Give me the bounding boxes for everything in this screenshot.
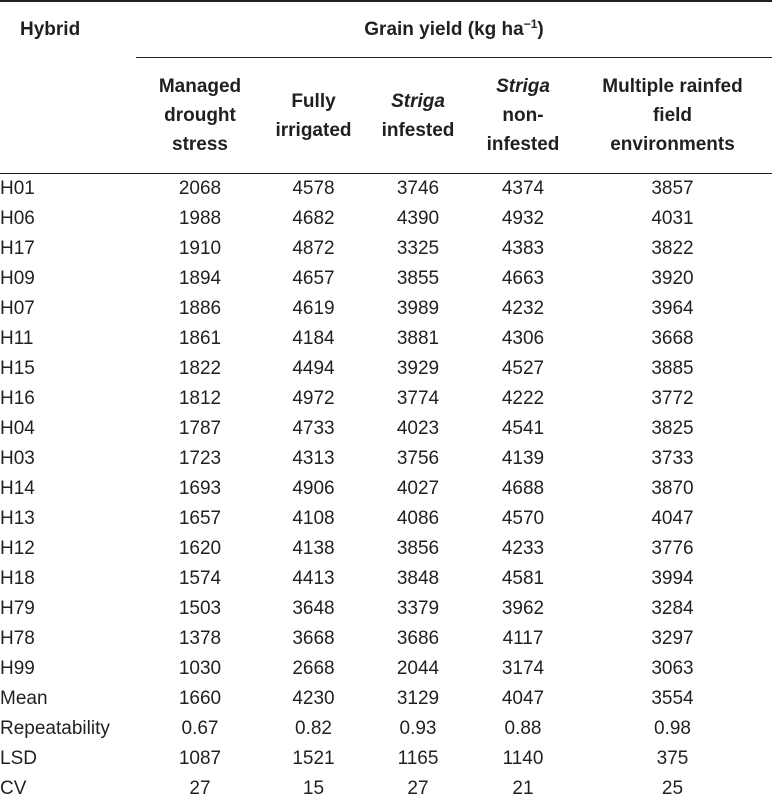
row-label: H16 xyxy=(0,388,35,409)
table-cell: 1812 xyxy=(178,388,222,409)
table-cell: 3870 xyxy=(651,478,694,499)
table-row xyxy=(0,504,772,534)
table-cell: 1140 xyxy=(502,748,544,769)
table-cell: 4230 xyxy=(292,688,335,709)
table-cell: 3885 xyxy=(651,358,694,379)
table-cell: 0.98 xyxy=(654,718,691,739)
table-cell: 4906 xyxy=(292,478,335,499)
row-label: H06 xyxy=(0,208,35,229)
row-label: CV xyxy=(0,778,27,799)
fully-irrigated-header: Fully irrigated xyxy=(264,58,363,174)
table-cell: 3668 xyxy=(292,628,335,649)
row-label: H11 xyxy=(0,328,34,349)
table-cell: 3325 xyxy=(396,238,440,259)
table-cell: 4023 xyxy=(396,418,440,439)
hybrid-header: Hybrid xyxy=(0,1,136,58)
table-cell: 15 xyxy=(302,778,325,799)
table-cell: 3668 xyxy=(651,328,694,349)
row-label: H09 xyxy=(0,268,35,289)
table-cell: 3686 xyxy=(396,628,440,649)
table-cell: 4872 xyxy=(292,238,335,259)
table-cell: 1165 xyxy=(397,748,439,769)
table-cell: 3733 xyxy=(651,448,694,469)
table-cell: 4619 xyxy=(292,298,335,319)
row-label: H07 xyxy=(0,298,35,319)
table-cell: 0.82 xyxy=(295,718,332,739)
table-cell: 4233 xyxy=(501,538,545,559)
table-cell: 1822 xyxy=(178,358,222,379)
table-cell: 3848 xyxy=(396,568,440,589)
table-cell: 27 xyxy=(189,778,211,799)
table-cell: 1574 xyxy=(178,568,222,589)
table-cell: 1723 xyxy=(178,448,222,469)
table-cell: 3856 xyxy=(396,538,440,559)
table-cell: 4313 xyxy=(292,448,335,469)
header-row-columns xyxy=(0,58,772,174)
table-cell: 1886 xyxy=(178,298,222,319)
table-row xyxy=(0,264,772,294)
table-cell: 4086 xyxy=(396,508,440,529)
table-cell: 4581 xyxy=(501,568,545,589)
table-cell: 1378 xyxy=(178,628,222,649)
table-row xyxy=(0,474,772,504)
row-label: H01 xyxy=(0,178,35,199)
table-cell: 4117 xyxy=(502,628,544,649)
table-cell: 3920 xyxy=(651,268,694,289)
table-cell: 3776 xyxy=(651,538,694,559)
table-cell: 3994 xyxy=(651,568,694,589)
table-cell: 4138 xyxy=(292,538,335,559)
table-cell: 3989 xyxy=(396,298,440,319)
table-cell: 4688 xyxy=(501,478,545,499)
table-row xyxy=(0,384,772,414)
table-row xyxy=(0,714,772,744)
row-label: H99 xyxy=(0,658,35,679)
row-label: H15 xyxy=(0,358,35,379)
table-cell: 2068 xyxy=(178,178,222,199)
table-cell: 1620 xyxy=(178,538,222,559)
table-row xyxy=(0,444,772,474)
table-cell: 4306 xyxy=(501,328,545,349)
table-cell: 2668 xyxy=(292,658,335,679)
table-cell: 4139 xyxy=(501,448,545,469)
table-cell: 4527 xyxy=(501,358,545,379)
table-row xyxy=(0,624,772,654)
table-row xyxy=(0,534,772,564)
table-cell: 1693 xyxy=(178,478,222,499)
row-label: H12 xyxy=(0,538,35,559)
table-cell: 4663 xyxy=(501,268,545,289)
table-cell: 3881 xyxy=(396,328,440,349)
blank-header-cell xyxy=(0,58,136,174)
row-label: LSD xyxy=(0,748,37,769)
table-cell: 25 xyxy=(661,778,684,799)
table-row xyxy=(0,564,772,594)
table-cell: 4733 xyxy=(292,418,335,439)
table-cell: 4413 xyxy=(292,568,335,589)
table-cell: 1910 xyxy=(178,238,222,259)
table-cell: 3774 xyxy=(396,388,440,409)
table-cell: 2044 xyxy=(396,658,440,679)
row-label: H17 xyxy=(0,238,35,259)
row-label: H13 xyxy=(0,508,35,529)
table-cell: 4570 xyxy=(501,508,545,529)
table-cell: 4232 xyxy=(501,298,545,319)
table-cell: 375 xyxy=(656,748,689,769)
table-cell: 4374 xyxy=(501,178,545,199)
table-row xyxy=(0,654,772,684)
table-cell: 0.67 xyxy=(181,718,219,739)
table-row xyxy=(0,414,772,444)
table-row xyxy=(0,684,772,714)
table-cell: 1660 xyxy=(178,688,222,709)
table-cell: 21 xyxy=(512,778,534,799)
table-cell: 1894 xyxy=(178,268,222,289)
table-cell: 1657 xyxy=(178,508,222,529)
table-cell: 4383 xyxy=(501,238,545,259)
table-cell: 3962 xyxy=(501,598,545,619)
table-cell: 3554 xyxy=(651,688,694,709)
table-cell: 4390 xyxy=(396,208,440,229)
table-cell: 1861 xyxy=(178,328,222,349)
table-body xyxy=(0,174,772,805)
row-label: H03 xyxy=(0,448,35,469)
table-cell: 1030 xyxy=(178,658,222,679)
table-cell: 0.93 xyxy=(399,718,437,739)
table-cell: 3857 xyxy=(651,178,694,199)
table-row xyxy=(0,294,772,324)
table-cell: 3284 xyxy=(651,598,694,619)
row-label: H79 xyxy=(0,598,35,619)
table-cell: 4657 xyxy=(292,268,335,289)
table-row xyxy=(0,594,772,624)
table-cell: 1787 xyxy=(178,418,222,439)
table-cell: 3772 xyxy=(651,388,694,409)
table-cell: 3855 xyxy=(396,268,440,289)
table-cell: 4494 xyxy=(292,358,335,379)
table-cell: 4027 xyxy=(396,478,440,499)
table-cell: 3297 xyxy=(651,628,694,649)
table-cell: 3964 xyxy=(651,298,694,319)
table-cell: 0.88 xyxy=(504,718,542,739)
managed-drought-header: Managed drought stress xyxy=(136,58,264,174)
table-row xyxy=(0,354,772,384)
row-label: H14 xyxy=(0,478,35,499)
table-cell: 4682 xyxy=(292,208,335,229)
table-cell: 4222 xyxy=(501,388,545,409)
table-cell: 1988 xyxy=(178,208,222,229)
table-cell: 4932 xyxy=(501,208,545,229)
table-row xyxy=(0,204,772,234)
table-cell: 4578 xyxy=(292,178,335,199)
table-row xyxy=(0,774,772,804)
table-cell: 4047 xyxy=(501,688,545,709)
row-label: H18 xyxy=(0,568,35,589)
table-cell: 3379 xyxy=(396,598,440,619)
table-row xyxy=(0,744,772,774)
table-cell: 27 xyxy=(407,778,429,799)
table-cell: 3756 xyxy=(396,448,440,469)
striga-infested-header: Striga infested xyxy=(363,58,473,174)
table-row xyxy=(0,324,772,354)
table-row xyxy=(0,174,772,205)
table-cell: 1521 xyxy=(292,748,335,769)
row-label: H04 xyxy=(0,418,35,439)
table-cell: 3063 xyxy=(651,658,694,679)
grain-yield-header: Grain yield (kg $ha^{-1}$) xyxy=(136,1,772,58)
row-label: Mean xyxy=(0,688,48,709)
table-cell: 4541 xyxy=(501,418,545,439)
table-cell: 4047 xyxy=(651,508,694,529)
table-cell: 4031 xyxy=(651,208,694,229)
table-cell: 3825 xyxy=(651,418,694,439)
table-row xyxy=(0,234,772,264)
table-cell: 4972 xyxy=(292,388,335,409)
striga-non-infested-header: Striga non- infested xyxy=(473,58,573,174)
table-cell: 3648 xyxy=(292,598,335,619)
table-cell: 3822 xyxy=(651,238,694,259)
table-cell: 3129 xyxy=(396,688,440,709)
table-cell: 3174 xyxy=(501,658,545,679)
table-cell: 4108 xyxy=(292,508,335,529)
table-cell: 3746 xyxy=(396,178,440,199)
table-cell: 3929 xyxy=(396,358,440,379)
header-row-top xyxy=(0,1,772,58)
table-cell: 1503 xyxy=(178,598,222,619)
table-cell: 4184 xyxy=(292,328,335,349)
row-label: H78 xyxy=(0,628,35,649)
table-cell: 1087 xyxy=(178,748,222,769)
row-label: Repeatability xyxy=(0,718,110,739)
multiple-rainfed-header: Multiple rainfed field environments xyxy=(573,58,772,174)
